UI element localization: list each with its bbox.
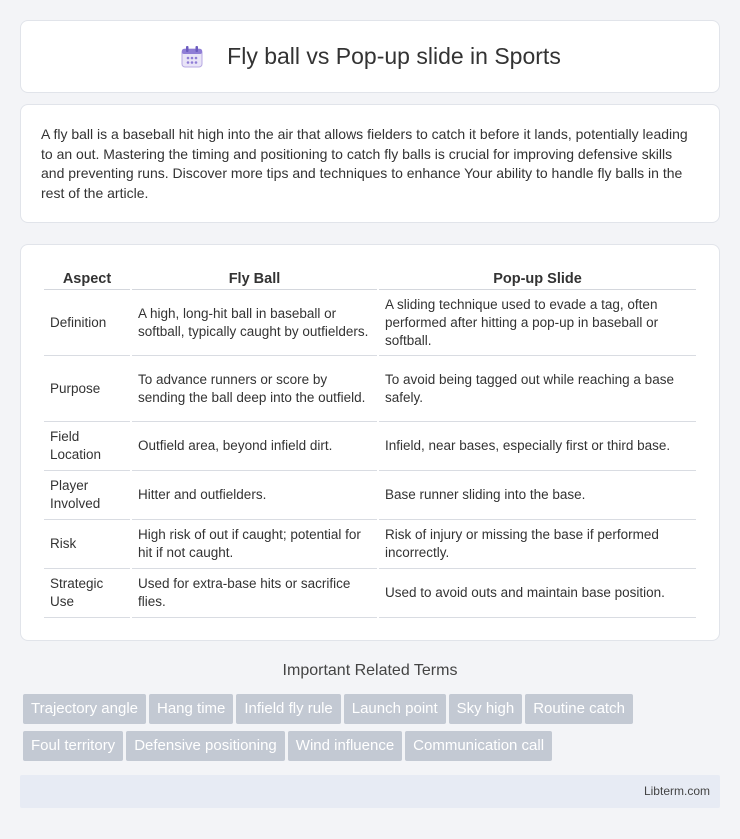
row-pop-up-slide: A sliding technique used to evade a tag, often performed after hitting a pop-up in baseball or softball.: [379, 290, 696, 356]
term-tag[interactable]: Routine catch: [525, 694, 633, 724]
footer-brand[interactable]: Libterm.com: [643, 784, 710, 798]
table-row: [44, 422, 696, 471]
row-fly-ball: Hitter and outfielders.: [132, 471, 377, 520]
term-tag[interactable]: Infield fly rule: [236, 694, 340, 724]
row-aspect: Field Location: [44, 422, 130, 471]
row-pop-up-slide: To avoid being tagged out while reaching a base safely.: [379, 356, 696, 422]
term-tag[interactable]: Trajectory angle: [23, 694, 146, 724]
related-terms: [23, 694, 723, 768]
term-tag[interactable]: Communication call: [405, 731, 552, 761]
row-fly-ball: A high, long-hit ball in baseball or softball, typically caught by outfielders.: [132, 290, 377, 356]
header-pop-up-slide: Pop-up Slide: [379, 265, 696, 290]
row-pop-up-slide: Used to avoid outs and maintain base position.: [379, 569, 696, 618]
table-row: [44, 569, 696, 618]
table-header-row: [44, 265, 696, 290]
term-tag[interactable]: Wind influence: [288, 731, 402, 761]
row-pop-up-slide: Risk of injury or missing the base if performed incorrectly.: [379, 520, 696, 569]
row-aspect: Definition: [44, 290, 130, 356]
header-fly-ball: Fly Ball: [132, 265, 377, 290]
calendar-icon: [179, 44, 205, 70]
title-card: [20, 20, 720, 93]
page-title: Fly ball vs Pop-up slide in Sports: [227, 43, 561, 69]
row-aspect: Strategic Use: [44, 569, 130, 618]
row-pop-up-slide: Infield, near bases, especially first or third base.: [379, 422, 696, 471]
row-aspect: Risk: [44, 520, 130, 569]
term-tag[interactable]: Sky high: [449, 694, 523, 724]
row-pop-up-slide: Base runner sliding into the base.: [379, 471, 696, 520]
table-row: [44, 290, 696, 356]
row-fly-ball: Used for extra-base hits or sacrifice flies.: [132, 569, 377, 618]
row-fly-ball: Outfield area, beyond infield dirt.: [132, 422, 377, 471]
title-wrap: [179, 43, 561, 70]
row-fly-ball: To advance runners or score by sending the ball deep into the outfield.: [132, 356, 377, 422]
related-terms-heading: Important Related Terms: [282, 662, 458, 679]
table-row: [44, 471, 696, 520]
row-aspect: Player Involved: [44, 471, 130, 520]
table-row: [44, 520, 696, 569]
header-aspect: Aspect: [44, 265, 130, 290]
intro-card: [20, 104, 720, 223]
intro-text: A fly ball is a baseball hit high into the air that allows fielders to catch it before it lands, potentially leading to an out. Mastering the timing and positioning to catch fly balls is crucial for improving defensive skills and preventing runs. Discover more tips and techniques to enhance Your ability to handle fly balls in the rest of the article.: [41, 126, 688, 201]
term-tag[interactable]: Defensive positioning: [126, 731, 285, 761]
comparison-table: [42, 265, 698, 618]
term-tag[interactable]: Foul territory: [23, 731, 123, 761]
term-tag[interactable]: Launch point: [344, 694, 446, 724]
comparison-card: [20, 244, 720, 641]
term-tag[interactable]: Hang time: [149, 694, 233, 724]
footer: [20, 775, 720, 808]
table-row: [44, 356, 696, 422]
row-fly-ball: High risk of out if caught; potential for hit if not caught.: [132, 520, 377, 569]
row-aspect: Purpose: [44, 356, 130, 422]
